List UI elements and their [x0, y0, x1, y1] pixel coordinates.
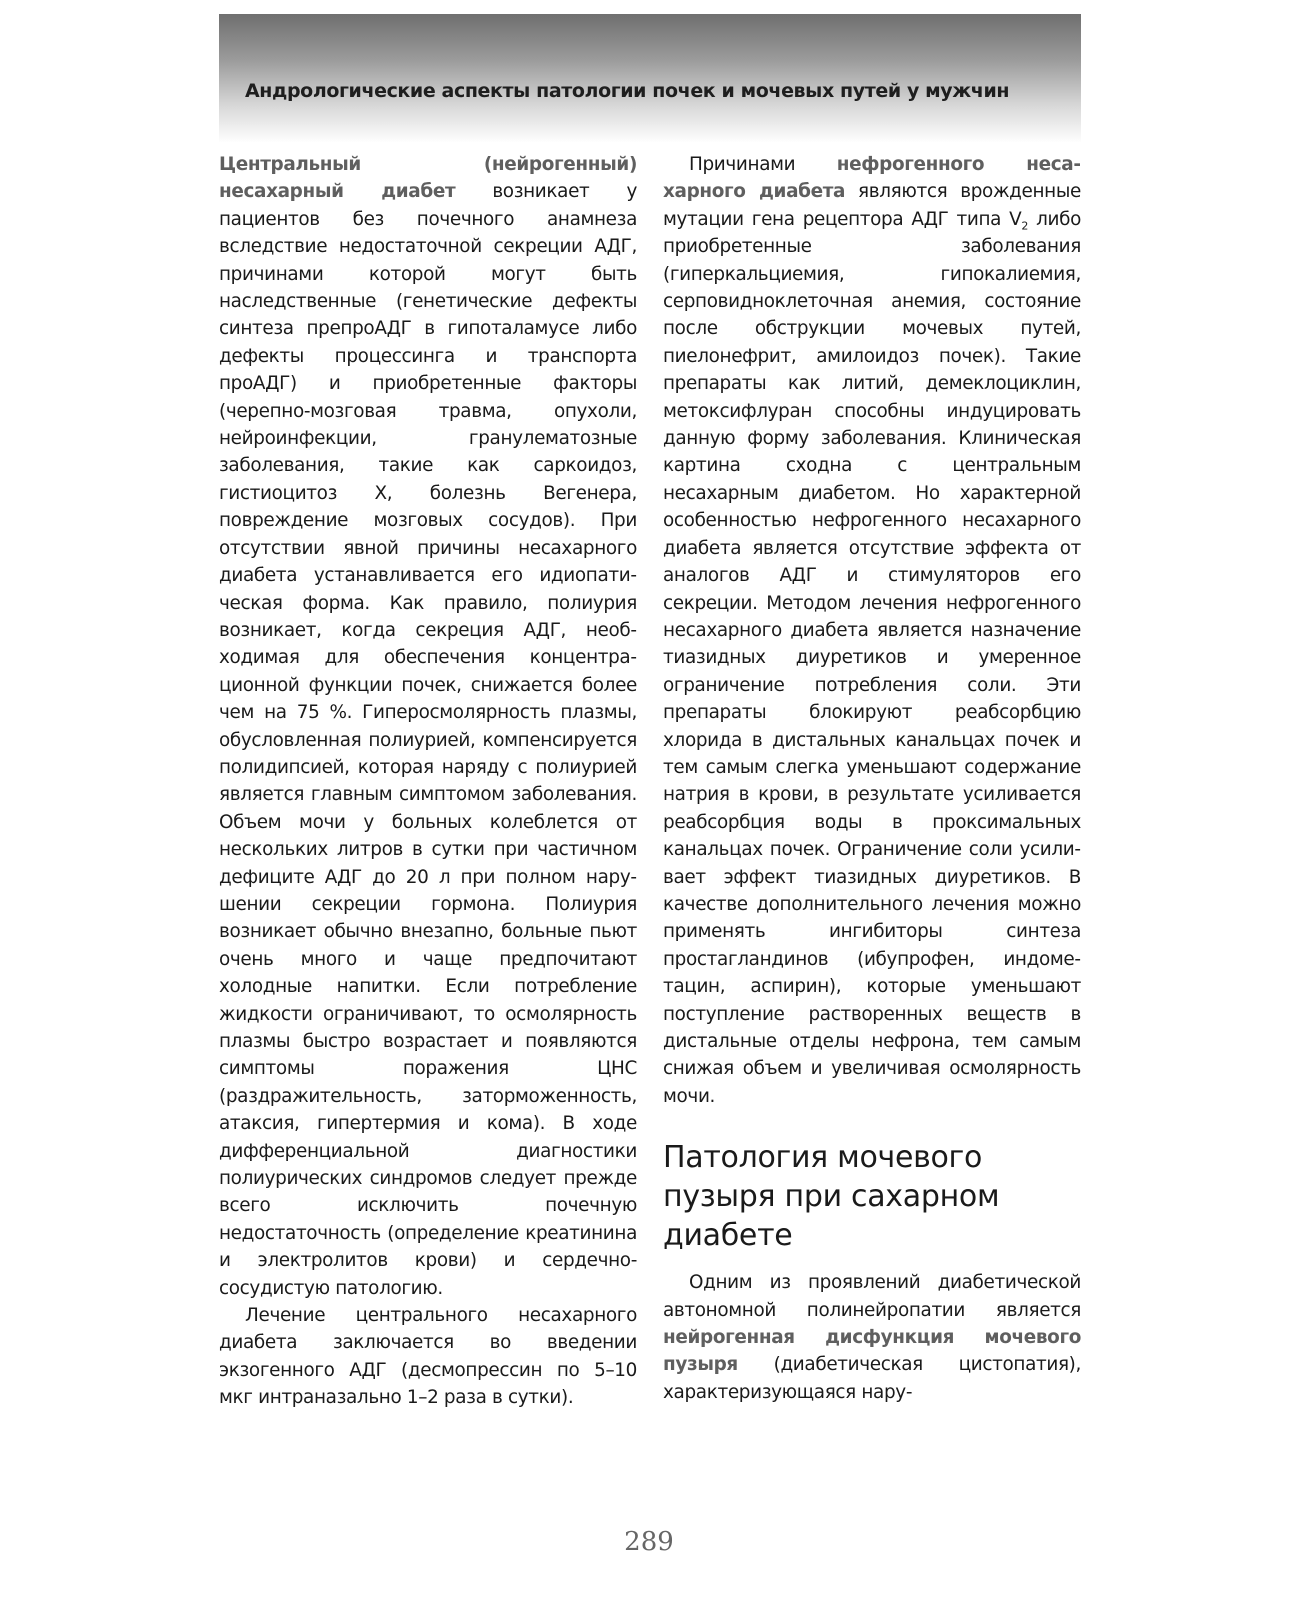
paragraph-text: Одним из проявлений диабетической автономной полинейропатии является [663, 1272, 1081, 1321]
paragraph-text: либо приобретенные заболевания (гиперкальциемия, гипокалиемия, серповидноклеточная анемия, состояние после обструкции мочевых путей, пиелонефрит, амилоидоз почек). Такие препараты как литий, демеклоциклин, метоксифлуран способны индуцировать данную форму заболевания. Клиническая картина сходна с центральным несахарным диабетом. Но характерной особенностью нефрогенного несахарного диабета является отсутствие эффекта от аналогов АДГ и стимуляторов его секреции. Методом лечения нефрогенного несахарного диабета является назначение тиазидных диуретиков и умеренное ограничение потребления соли. Эти препараты блокируют реабсорбцию хлорида в дистальных канальцах почек и тем самым слегка уменьшают содержание натрия в крови, в результате усиливается реабсорбция воды в проксимальных канальцах почек. Ограничение соли усиливает эффект тиазидных диуретиков. В качестве дополнительного лечения можно применять ингибиторы синтеза простагландинов (ибупрофен, индометацин, аспирин), которые уменьшают поступление растворенных веществ в дистальные отделы нефрона, тем самым снижая объем и увеличивая осмолярность мочи. [663, 208, 1081, 1107]
term-nephrogenic-diabetes: нефрогенного несахарного диабета [663, 154, 1081, 203]
section-title: Патология мочевого пузыря при сахарном диабете [663, 1140, 1000, 1254]
paragraph-text: (диабетическая цистопатия), характеризующаяся нару- [663, 1354, 1081, 1403]
paragraph-central-treatment: Лечение центрального несахарного диабета заключается во введении экзогенного АДГ (десмопрессин по 5–10 мкг интраназально 1–2 раза в сутки). [219, 1305, 637, 1409]
paragraph-central-diabetes [219, 151, 637, 1302]
running-head-title: Андрологические аспекты патологии почек и мочевых путей у мужчин [245, 80, 1010, 102]
page-number: 289 [624, 1527, 674, 1557]
left-column [219, 151, 637, 1412]
term-central-diabetes: Центральный (нейрогенный) несахарный диабет [219, 154, 637, 203]
paragraph-text: возникает у пациентов без почечного анамнеза вследствие недостаточной секреции АДГ, причинами которой могут быть наследственные (генетические дефекты синтеза препроАДГ в гипоталамусе либо дефекты процессинга и транспорта проАДГ) и приобретенные факторы (черепно-мозговая травма, опухоли, нейроинфекции, гранулематозные заболевания, такие как саркоидоз, гистиоцитоз Х, болезнь Вегенера, повреждение мозговых сосудов). При отсутствии явной причины несахарного диабета устанавливается его идиопатическая форма. Как правило, полиурия возникает, когда секреция АДГ, необходимая для обеспечения концентрационной функции почек, снижается более чем на 75 %. Гиперосмолярность плазмы, обусловленная полиурией, компенсируется полидипсией, которая наряду с полиурией является главным симптомом заболевания. Объем мочи у больных колеблется от нескольких литров в сутки при частичном дефиците АДГ до 20 л при полном нарушении секреции гормона. Полиурия возникает обычно внезапно, больные пьют очень много и чаще предпочитают холодные напитки. Если потребление жидкости ограничивают, то осмолярность плазмы быстро возрастает и появляются симптомы поражения ЦНС (раздражительность, заторможенность, атаксия, гипертермия и кома). В ходе дифференциальной диагностики полиурических синдромов следует прежде всего исключить почечную недостаточность (определение креатинина и электролитов крови) и сердечно-сосудистую патологию. [219, 181, 637, 1299]
paragraph-bladder-dysfunction [663, 1269, 1081, 1406]
paragraph-text: являются врожденные мутации гена рецептора АДГ типа V [663, 181, 1081, 230]
term-neurogenic-bladder: нейрогенная дисфункция мочевого пузыря [663, 1327, 1081, 1376]
paragraph-lead: Причинами [689, 154, 837, 175]
right-column [663, 151, 1081, 1406]
header-band [219, 14, 1081, 143]
paragraph-nephrogenic-diabetes [663, 151, 1081, 1110]
subscript: 2 [1021, 219, 1029, 233]
